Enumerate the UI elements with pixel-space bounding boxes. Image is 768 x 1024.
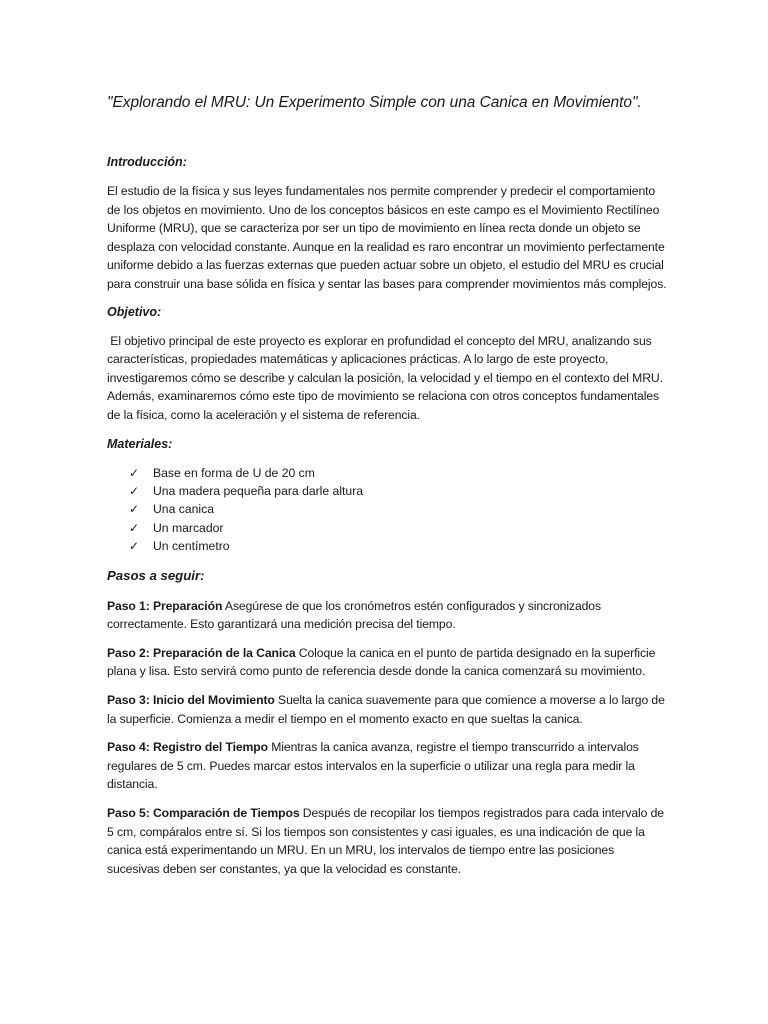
- material-label: Un centímetro: [153, 539, 230, 554]
- checkmark-icon: ✓: [129, 520, 140, 535]
- step-label: Paso 2: Preparación de la Canica: [107, 645, 296, 660]
- step-label: Paso 1: Preparación: [107, 598, 223, 613]
- introduction-paragraph: El estudio de la física y sus leyes fundamentales nos permite comprender y predecir el comportamiento de los objetos en movimiento. Uno de los conceptos básicos en este campo es el Movimiento Rectilíneo Uniforme (MRU), que se caracteriza por ser un tipo de movimiento en línea recta donde un objeto se desplaza con velocidad constante. Aunque en la realidad es raro encontrar un movimiento perfectamente uniforme debido a las fuerzas externas que pueden actuar sobre un objeto, el estudio del MRU es crucial para construir una base sólida en física y sentar las bases para comprender movimientos más complejos.: [107, 184, 667, 291]
- document-title: "Explorando el MRU: Un Experimento Simple con una Canica en Movimiento".: [107, 94, 642, 111]
- objective-paragraph: El objetivo principal de este proyecto es explorar en profundidad el concepto del MRU, analizando sus características, propiedades matemáticas y aplicaciones prácticas. A lo largo de este proyecto, investigaremos cómo se describe y calculan la posición, la velocidad y el tiempo en el contexto del MRU. Además, examinaremos cómo este tipo de movimiento se relaciona con otros conceptos fundamentales de la física, como la aceleración y el sistema de referencia.: [107, 333, 666, 422]
- materials-list: [107, 464, 667, 556]
- list-item: [129, 482, 667, 500]
- step-label: Paso 3: Inicio del Movimiento: [107, 692, 275, 707]
- step-paragraph: [107, 738, 667, 794]
- material-label: Un marcador: [153, 520, 224, 535]
- checkmark-icon: ✓: [129, 483, 140, 498]
- checkmark-icon: ✓: [129, 465, 140, 480]
- step-paragraph: [107, 597, 667, 634]
- material-label: Una madera pequeña para darle altura: [153, 483, 364, 498]
- list-item: [129, 500, 667, 518]
- material-label: Una canica: [153, 502, 214, 517]
- introduction-heading: Introducción:: [107, 155, 187, 169]
- step-text: Asegúrese de que los cronómetros estén configurados y sincronizados correctamente. Esto garantizará una medición precisa del tiempo.: [107, 598, 601, 632]
- list-item: [129, 537, 667, 555]
- document-page: [107, 92, 667, 888]
- checkmark-icon: ✓: [129, 539, 140, 554]
- objective-heading: Objetivo:: [107, 304, 162, 319]
- step-text: Coloque la canica en el punto de partida designado en la superficie plana y lisa. Esto servirá como punto de referencia desde donde la canica comenzará su movimiento.: [107, 645, 656, 679]
- material-label: Base en forma de U de 20 cm: [153, 465, 315, 480]
- step-paragraph: [107, 691, 667, 728]
- materials-heading: Materiales:: [107, 436, 173, 451]
- list-item: [129, 519, 667, 537]
- step-text: Después de recopilar los tiempos registrados para cada intervalo de 5 cm, compáralos entre sí. Si los tiempos son consistentes y casi iguales, es una indicación de que la canica está experimentando un MRU. En un MRU, los intervalos de tiempo entre las posiciones sucesivas deben ser constantes, ya que la velocidad es constante.: [107, 805, 664, 876]
- list-item: [129, 464, 667, 482]
- checkmark-icon: ✓: [129, 502, 140, 517]
- step-label: Paso 4: Registro del Tiempo: [107, 740, 268, 755]
- step-text: Suelta la canica suavemente para que comience a moverse a lo largo de la superficie. Comienza a medir el tiempo en el momento exacto en que sueltas la canica.: [107, 692, 665, 726]
- steps-heading: Pasos a seguir:: [107, 567, 205, 583]
- step-text: Mientras la canica avanza, registre el tiempo transcurrido a intervalos regulares de 5 cm. Puedes marcar estos intervalos en la superficie o utilizar una regla para medir la distancia.: [107, 740, 639, 792]
- step-paragraph: [107, 644, 667, 681]
- step-label: Paso 5: Comparación de Tiempos: [107, 805, 300, 820]
- step-paragraph: [107, 804, 667, 878]
